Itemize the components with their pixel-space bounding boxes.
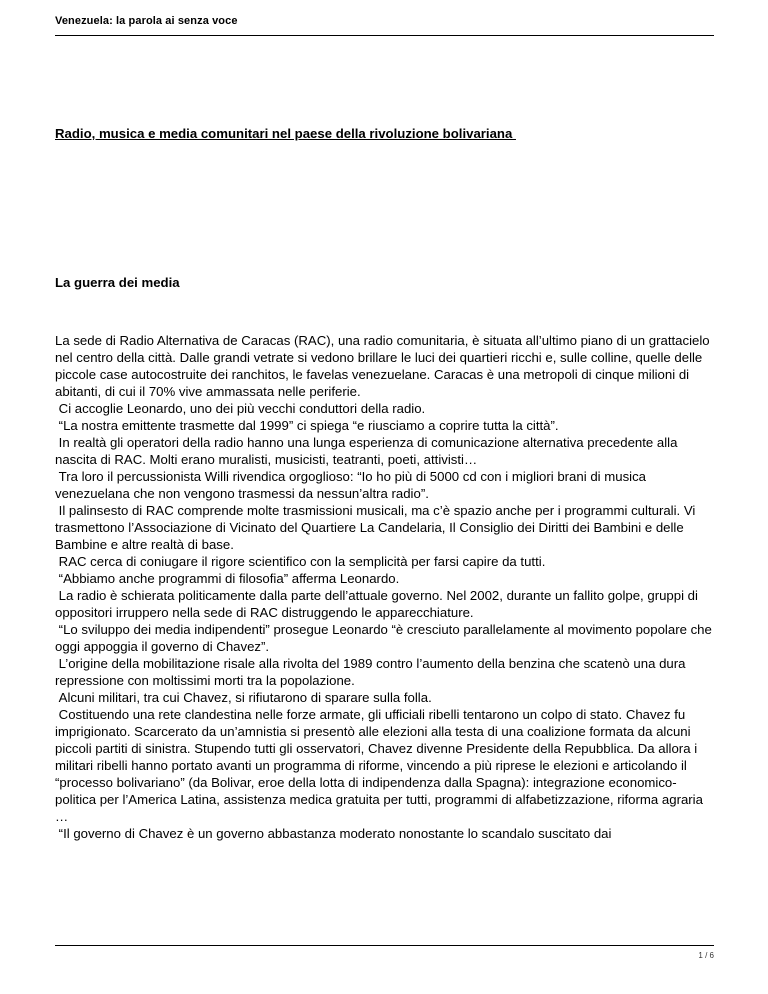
body-paragraph: RAC cerca di coniugare il rigore scientifico con la semplicità per farsi capire da tutti. [55,554,546,569]
section-heading: La guerra dei media [55,275,180,290]
body-paragraph: Costituendo una rete clandestina nelle forze armate, gli ufficiali ribelli tentarono un colpo di stato. Chavez fu imprigionato. Scarcerato da un’amnistia si presentò alle elezioni alla testa di una coalizione formata da alcuni piccoli partiti di sinistra. Stupendo tutti gli osservatori, Chavez divenne Presidente della Repubblica. Da allora i militari ribelli hanno portato avanti un programma di riforme, vincendo a più riprese le elezioni e articolando il “processo bolivariano” (da Bolivar, eroe della lotta di indipendenza dalla Spagna): integrazione economico-politica per l’America Latina, assistenza medica gratuita per tutti, programmi di alfabetizzazione, riforma agraria … [55,707,707,824]
header-divider [55,35,714,36]
body-paragraph: Ci accoglie Leonardo, uno dei più vecchi conduttori della radio. [55,401,426,416]
body-paragraph: L’origine della mobilitazione risale alla rivolta del 1989 contro l’aumento della benzina che scatenò una dura repressione con moltissimi morti tra la popolazione. [55,656,690,688]
body-paragraph: Tra loro il percussionista Willi rivendica orgoglioso: “Io ho più di 5000 cd con i migliori brani di musica venezuelana che non vengono trasmessi da nessun’altra radio”. [55,469,650,501]
body-paragraph: “Abbiamo anche programmi di filosofia” afferma Leonardo. [55,571,400,586]
body-paragraph: In realtà gli operatori della radio hanno una lunga esperienza di comunicazione alternativa precedente alla nascita di RAC. Molti erano muralisti, musicisti, teatranti, poeti, attivisti… [55,435,682,467]
body-paragraph: “Il governo di Chavez è un governo abbastanza moderato nonostante lo scandalo suscitato dai [55,826,612,841]
running-header-title: Venezuela: la parola ai senza voce [55,15,238,27]
body-paragraph: “La nostra emittente trasmette dal 1999” ci spiega “e riusciamo a coprire tutta la città”. [55,418,559,433]
body-paragraph: La sede di Radio Alternativa de Caracas (RAC), una radio comunitaria, è situata all’ultimo piano di un grattacielo nel centro della città. Dalle grandi vetrate si vedono brillare le luci dei quartieri ricchi e, sulle colline, quelle delle piccole case autocostruite dei ranchitos, le favelas venezuelane. Caracas è una metropoli di cinque milioni di abitanti, di cui il 70% vive ammassata nelle periferie. [55,333,714,399]
body-paragraph: “Lo sviluppo dei media indipendenti” prosegue Leonardo “è cresciuto parallelamente al movimento popolare che oggi appoggia il governo di Chavez”. [55,622,716,654]
article-body [55,332,717,842]
body-paragraph: La radio è schierata politicamente dalla parte dell’attuale governo. Nel 2002, durante un fallito golpe, gruppi di oppositori irruppero nella sede di RAC distruggendo le apparecchiature. [55,588,702,620]
article-title: Radio, musica e media comunitari nel paese della rivoluzione bolivariana [55,126,516,141]
footer-divider [55,945,714,946]
body-paragraph: Alcuni militari, tra cui Chavez, si rifiutarono di sparare sulla folla. [55,690,432,705]
body-paragraph: Il palinsesto di RAC comprende molte trasmissioni musicali, ma c’è spazio anche per i programmi culturali. Vi trasmettono l’Associazione di Vicinato del Quartiere La Candelaria, Il Consiglio dei Diritti dei Bambini e delle Bambine e altre realtà di base. [55,503,700,552]
page-number: 1 / 6 [698,951,714,960]
